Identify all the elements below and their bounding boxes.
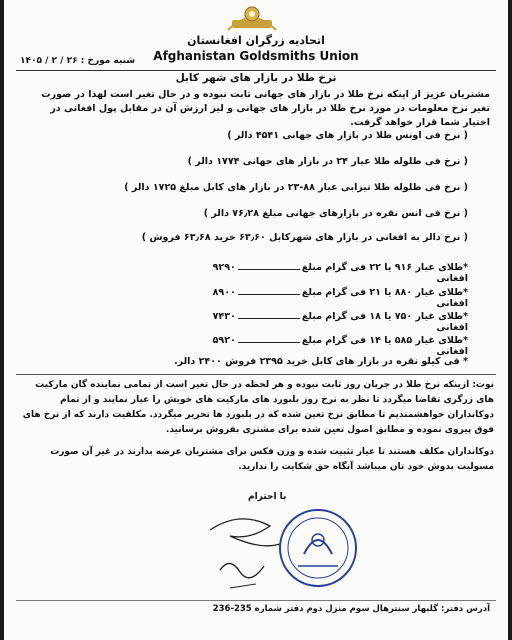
dash-line [238, 318, 300, 319]
gold-price-row [184, 262, 468, 284]
gold-price-label: *طلای عیار ۸۸۰ یا ۲۱ فی گرام مبلغ [301, 287, 468, 298]
dash-line [238, 342, 300, 343]
intro-paragraph: مشتریان عزیز از اینکه نرخ طلا در بازار های جهانی ثابت نبوده و در حال تغیر است لهذا در صورت تغیر نرخ معلومات در مورد نرخ طلا در بازار های جهانی و لیز ارزش آن در مقابل پول افغانی در اختیار شما قرار خواهد گرفت. [41, 89, 490, 128]
dash-line [238, 294, 300, 295]
org-name-english: Afghanistan Goldsmiths Union [153, 49, 359, 63]
gold-price-row [184, 287, 468, 309]
org-name-persian: اتحادیه زرگران افغانستان [187, 34, 325, 47]
office-address: آدرس دفتر: گلبهار سنترهال سوم منزل دوم دفتر شماره 235-236 [212, 604, 490, 614]
union-seal [276, 496, 360, 600]
header-divider [16, 70, 496, 71]
shopkeeper-warning: دوکانداران مکلف هستند تا عیار تثبیت شده و وزن فکس برای مشتریان عرضه بدارند در غیر آن صورت مسولیت بدوش خود تان میباشد آنگاه حق شکایت را ندارید. [50, 447, 494, 472]
gold-price-label: *طلای عیار ۵۸۵ یا ۱۴ فی گرام مبلغ [301, 335, 468, 346]
document-page [4, 0, 508, 640]
document-title: نرخ طلا در بازار های شهر کابل [175, 72, 337, 84]
footer-divider [16, 600, 496, 601]
regards-text: با احترام [248, 492, 287, 502]
gold-price-value: ۵۹۲۰ افغانی [212, 335, 468, 357]
rate-item-gold-24k-tola: ( نرخ فی طلوله طلا عیار ۲۴ در بازار های جهانی ۱۷۷۴ دالر ) [187, 156, 468, 167]
gold-price-value: ۷۴۳۰ افغانی [212, 311, 468, 333]
gold-price-label: *طلای عیار ۷۵۰ یا ۱۸ فی گرام مبلغ [301, 311, 468, 322]
dash-line [238, 269, 300, 270]
document-date: شنبه مورخ : ۲۶ / ۲ / ۱۴۰۵ [20, 56, 136, 66]
gold-price-row [184, 311, 468, 333]
union-logo [208, 0, 296, 34]
note-paragraph: نوت: ازینکه نرخ طلا در جریان روز ثابت نبوده و هر لحظه در حال تغیر است از تمامی نماینده گان مارکیت های زرگری تقاضا میگردد تا نظر به نرخ روز بلبورد های مارکیت های خویش را عیار نمایند و از تمام دوکانداران خواهشمندیم تا مطابق نرخ تعین شده که در بلبورد ها تحریر میگردد. مکلفیت دارند که از نرخ های فوق پیروی نموده و مطابق اصول تعین شده برای مشتری بفروش برسانید. [22, 380, 494, 435]
rate-item-dollar-afghani: ( نرخ دالر به افغانی در بازار های شهرکابل ۶۳٫۶۰ خرید ۶۳٫۶۸ فروش ) [141, 232, 468, 243]
rate-item-silver-ounce: ( نرخ فی انس نقره در بازارهای جهانی مبلغ ۷۶٫۲۸ دالر ) [203, 208, 468, 219]
section-divider [16, 374, 496, 375]
silver-price-line: * فی کیلو نقره در بازار های کابل خرید ۲۳۹۵ فروش ۲۴۰۰ دالر. [174, 356, 468, 367]
gold-price-value: ۸۹۰۰ افغانی [212, 287, 468, 309]
rate-item-gold-acid-tola: ( نرخ فی طلوله طلا تیزابی عیار ۸۸-۲۳ در بازار های کابل مبلغ ۱۷۲۵ دالر ) [124, 182, 468, 193]
gold-price-label: *طلای عیار ۹۱۶ یا ۲۲ فی گرام مبلغ [301, 262, 468, 273]
gold-price-row [184, 335, 468, 357]
gold-price-value: ۹۲۹۰ افغانی [212, 262, 468, 284]
rate-item-gold-ounce: ( نرخ فی اونس طلا در بازار های جهانی ۴۵۴۱ دالر ) [227, 130, 468, 141]
